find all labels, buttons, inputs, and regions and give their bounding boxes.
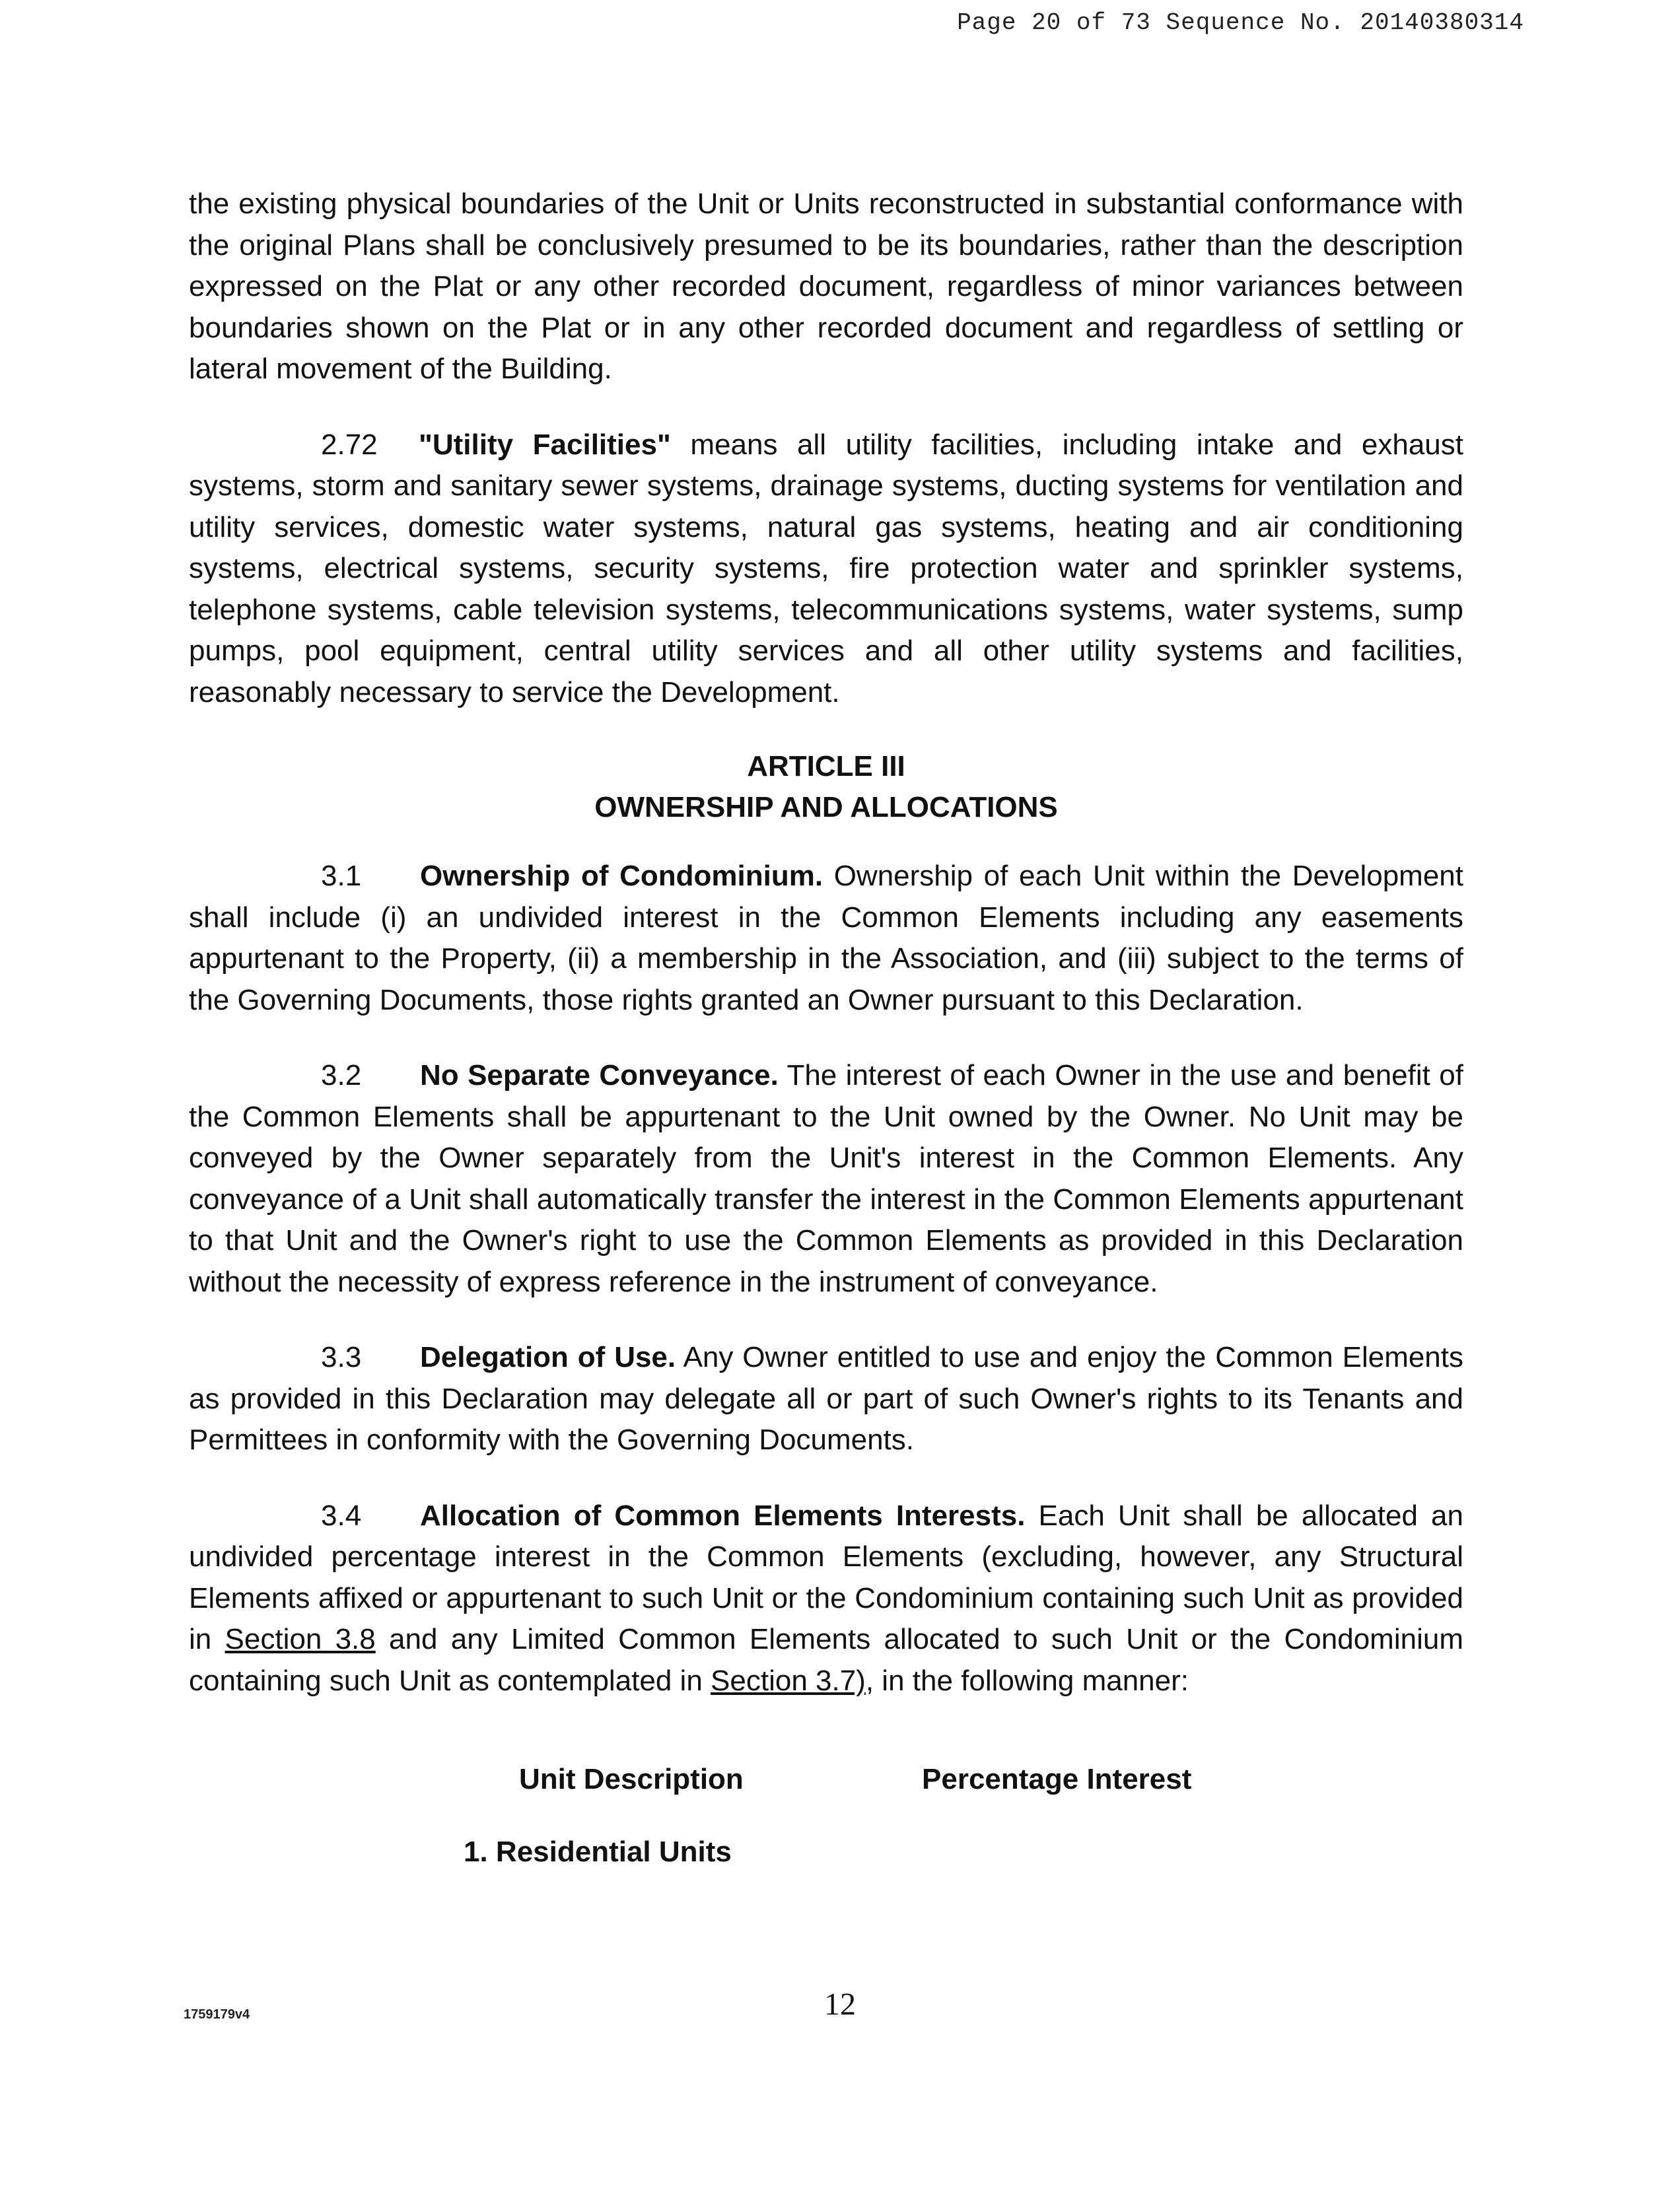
article-body <box>189 856 1463 1702</box>
section-text: means all utility facilities, including intake and exhaust systems, storm and sanitary sewer systems, drainage systems, ducting systems for ventilation and utility services, domestic water systems, natural gas systems, heating and air conditioning systems, electrical systems, security systems, fire protection water and sprinkler systems, telephone systems, cable television systems, telecommunications systems, water systems, sump pumps, pool equipment, central utility services and all other utility systems and facilities, reasonably necessary to service the Development. <box>189 428 1463 708</box>
document-id: 1759179v4 <box>184 2007 250 2022</box>
section-3-3 <box>189 1337 1463 1461</box>
section-title: Allocation of Common Elements Interests. <box>420 1499 1026 1532</box>
section-reference-link: Section 3.7) <box>711 1664 866 1697</box>
section-3-1 <box>189 856 1463 1021</box>
page-number: 12 <box>824 1987 856 2022</box>
section-title: No Separate Conveyance. <box>420 1059 779 1091</box>
section-number: 3.2 <box>321 1059 362 1091</box>
section-text: The interest of each Owner in the use and benefit of the Common Elements shall be appurtenant to the Unit owned by the Owner. No Unit may be conveyed by the Owner separately from the Unit's interest in the Common Elements. Any conveyance of a Unit shall automatically transfer the interest in the Common Elements appurtenant to that Unit and the Owner's right to use the Common Elements as provided in this Declaration without the necessity of express reference in the instrument of conveyance. <box>189 1059 1463 1298</box>
section-3-4 <box>189 1496 1463 1702</box>
continued-paragraph: the existing physical boundaries of the Unit or Units reconstructed in substantial conformance with the original Plans shall be conclusively presumed to be its boundaries, rather than the description expressed on the Plat or any other recorded document, regardless of minor variances between boundaries shown on the Plat or in any other recorded document and regardless of settling or lateral movement of the Building. <box>189 188 1463 385</box>
section-2-72 <box>189 425 1463 714</box>
article-title: OWNERSHIP AND ALLOCATIONS <box>594 791 1058 823</box>
section-number: 3.1 <box>321 860 362 892</box>
section-number: 3.3 <box>321 1341 362 1373</box>
section-text: Ownership of each Unit within the Development shall include (i) an undivided interest in the Common Elements including any easements appurtenant to the Property, (ii) a membership in the Association, and (iii) subject to the terms of the Governing Documents, those rights granted an Owner pursuant to this Declaration. <box>189 860 1463 1016</box>
article-number: ARTICLE III <box>747 750 905 782</box>
section-reference-link: Section 3.8 <box>225 1623 376 1655</box>
table-header-percentage-interest: Percentage Interest <box>922 1763 1192 1795</box>
section-text: , in the following manner: <box>865 1664 1189 1697</box>
section-title: Ownership of Condominium. <box>420 860 823 892</box>
section-text: and any Limited Common Elements allocated to such Unit or the Condominium containing such Unit as contemplated in <box>189 1623 1463 1697</box>
section-text: Each Unit shall be allocated an undivided percentage interest in the Common Elements (excluding, however, any Structural Elements affixed or appurtenant to such Unit or the Condominium containing such Unit as provided in <box>189 1499 1464 1655</box>
table-header-unit-description: Unit Description <box>519 1763 744 1795</box>
section-text: Any Owner entitled to use and enjoy the Common Elements as provided in this Declaration may delegate all or part of such Owner's rights to its Tenants and Permittees in conformity with the Governing Documents. <box>189 1341 1464 1456</box>
document-body <box>189 184 1463 713</box>
section-number: 2.72 <box>321 428 378 461</box>
table-row: 1. Residential Units <box>464 1836 732 1868</box>
section-title: Delegation of Use. <box>420 1341 676 1373</box>
page-sequence-header: Page 20 of 73 Sequence No. 20140380314 <box>957 9 1524 36</box>
section-number: 3.4 <box>321 1499 362 1532</box>
section-3-2 <box>189 1055 1463 1303</box>
section-term: "Utility Facilities" <box>419 428 671 461</box>
